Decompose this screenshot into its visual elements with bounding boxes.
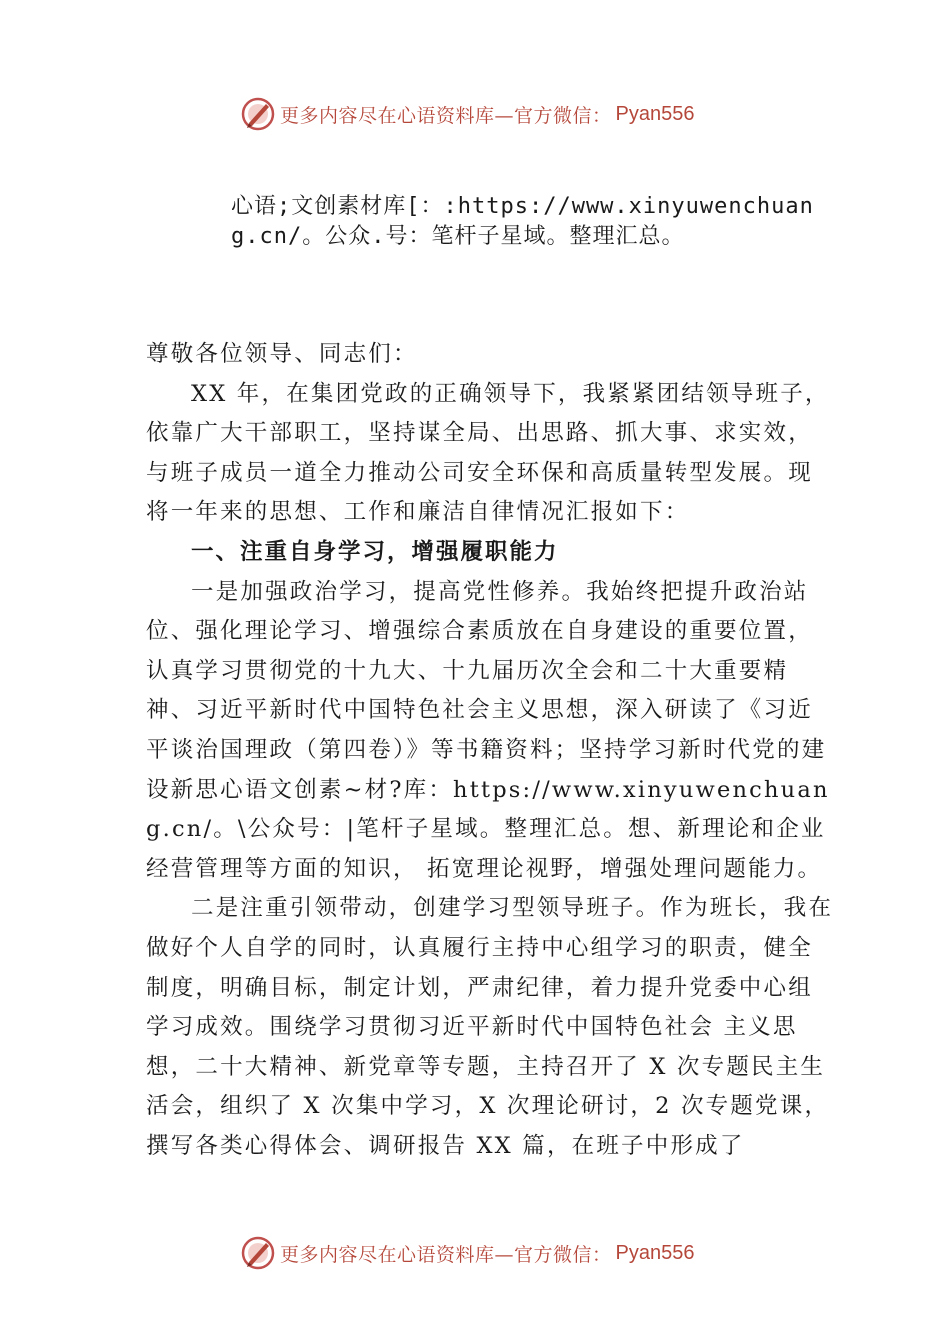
pen-logo-icon: [240, 1235, 276, 1271]
greeting: 尊敬各位领导、同志们：: [146, 341, 418, 367]
banner-wechat-id: Pyan556: [615, 1241, 695, 1264]
source-note: 心语;文创素材库[：:https://www.xinyuwenchuang.cn/。公众.号：笔杆子星域。整理汇总。: [231, 194, 814, 249]
pen-logo-icon: [240, 96, 276, 132]
paragraph-political-study: 一是加强政治学习，提高党性修养。我始终把提升政治站位、强化理论学习、增强综合素质放在自身建设的重要位置，认真学习贯彻党的十九大、十九届历次全会和二十大重要精神、习近平新时代中国特色社会主义思想，深入研读了《习近平谈治国理政（第四卷）》等书籍资料；坚持学习新时代党的建设新思心语文创素~材?库：https://www.xinyuwenchuang.cn/。\公众号：|笔杆子星域。整理汇总。想、新理论和企业经营管理等方面的知识， 拓宽理论视野，增强处理问题能力。: [146, 578, 830, 882]
intro-paragraph: XX 年，在集团党政的正确领导下，我紧紧团结领导班子，依靠广大干部职工，坚持谋全局、出思路、抓大事、求实效，与班子成员一道全力推动公司安全环保和高质量转型发展。现将一年来的思想、工作和廉洁自律情况汇报如下：: [146, 380, 830, 526]
section-heading: 一、注重自身学习，增强履职能力: [191, 538, 559, 565]
paragraph-leadership-study: 二是注重引领带动，创建学习型领导班子。作为班长，我在做好个人自学的同时，认真履行主持中心组学习的职责，健全制度，明确目标，制定计划，严肃纪律，着力提升党委中心组学习成效。围绕学习贯彻习近平新时代中国特色社会 主义思想，二十大精神、新党章等专题，主持召开了 X 次专题民主生活会，组织了 X 次集中学习，X 次理论研讨，2 次专题党课，撰写各类心得体会、调研报告 XX 篇，在班子中形成了: [146, 895, 834, 1159]
banner-wechat-id: Pyan556: [615, 102, 695, 125]
document-body: [146, 335, 836, 1166]
banner-text: 更多内容尽在心语资料库—官方微信：: [280, 1243, 612, 1266]
footer-watermark-banner: [240, 1233, 694, 1273]
header-watermark-banner: [240, 94, 694, 134]
banner-text: 更多内容尽在心语资料库—官方微信：: [280, 104, 612, 127]
